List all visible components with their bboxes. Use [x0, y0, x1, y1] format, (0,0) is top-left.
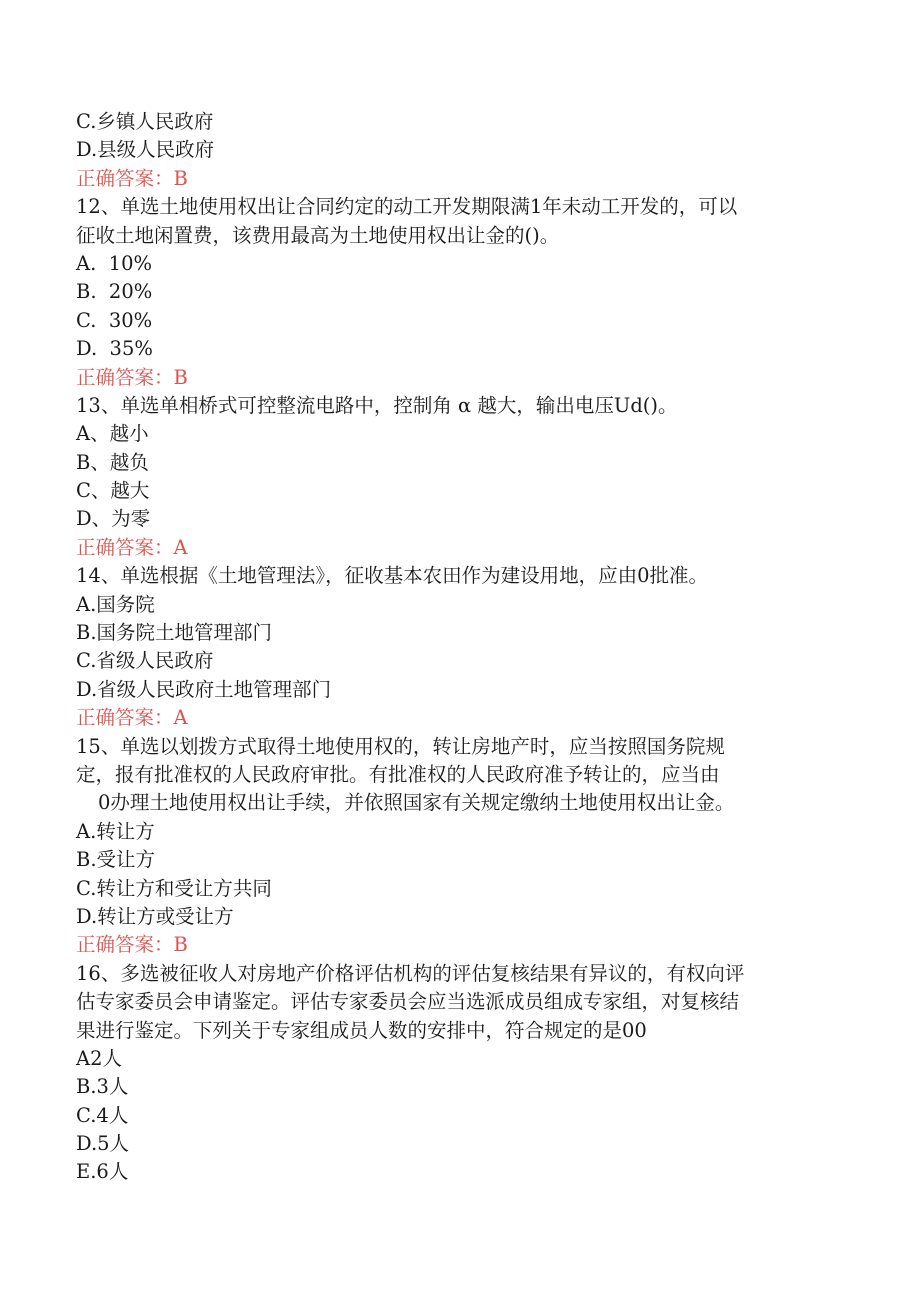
question-12-line-2: 征收土地闲置费，该费用最高为土地使用权出让金的()。: [76, 223, 560, 247]
option-e-q16: E.6人: [76, 1160, 129, 1184]
option-d-q13: D、为零: [76, 507, 151, 531]
question-15-line-1: 15、单选以划拨方式取得土地使用权的，转让房地产时，应当按照国务院规: [76, 734, 725, 758]
option-a-q14: A.国务院: [76, 592, 155, 616]
option-a-q13: A、越小: [76, 422, 149, 446]
option-a-q12: A. 10%: [76, 251, 153, 275]
option-b-q12: B. 20%: [76, 280, 153, 304]
option-c-q13: C、越大: [76, 479, 150, 503]
option-d-q11: D.县级人民政府: [76, 138, 215, 162]
question-13-line-1: 13、单选单相桥式可控整流电路中，控制角 α 越大，输出电压Ud()。: [76, 393, 678, 417]
answer-q15: 正确答案：B: [76, 933, 188, 957]
question-16-line-3: 果进行鉴定。下列关于专家组成员人数的安排中，符合规定的是00: [76, 1018, 647, 1042]
option-c-q14: C.省级人民政府: [76, 649, 214, 673]
option-d-q15: D.转让方或受让方: [76, 904, 234, 928]
question-16-line-2: 估专家委员会申请鉴定。评估专家委员会应当选派成员组成专家组，对复核结: [76, 990, 740, 1014]
question-15-line-3: 0办理土地使用权出让手续，并依照国家有关规定缴纳土地使用权出让金。: [98, 791, 735, 815]
exam-document: [76, 108, 836, 1187]
option-b-q13: B、越负: [76, 450, 149, 474]
question-14-line-1: 14、单选根据《土地管理法》，征收基本农田作为建设用地，应由0批准。: [76, 564, 708, 588]
option-c-q11: C.乡镇人民政府: [76, 110, 214, 133]
answer-q12: 正确答案：B: [76, 365, 188, 389]
option-b-q16: B.3人: [76, 1075, 129, 1099]
option-d-q12: D. 35%: [76, 337, 153, 361]
option-d-q16: D.5人: [76, 1132, 130, 1156]
question-15-line-2: 定，报有批准权的人民政府审批。有批准权的人民政府准予转让的，应当由: [76, 762, 720, 786]
option-b-q15: B.受让方: [76, 848, 156, 872]
question-12-line-1: 12、单选土地使用权出让合同约定的动工开发期限满1年未动工开发的，可以: [76, 195, 738, 219]
option-c-q12: C. 30%: [76, 308, 153, 332]
option-a-q15: A.转让方: [76, 819, 155, 843]
option-c-q16: C.4人: [76, 1103, 129, 1127]
answer-q11: 正确答案：B: [76, 166, 188, 190]
question-16-line-1: 16、多选被征收人对房地产价格评估机构的评估复核结果有异议的，有权向评: [76, 961, 745, 985]
option-a-q16: A2人: [76, 1046, 122, 1070]
answer-q13: 正确答案：A: [76, 535, 188, 559]
option-c-q15: C.转让方和受让方共同: [76, 876, 272, 900]
option-d-q14: D.省级人民政府土地管理部门: [76, 677, 332, 701]
answer-q14: 正确答案：A: [76, 706, 188, 730]
option-b-q14: B.国务院土地管理部门: [76, 621, 273, 645]
